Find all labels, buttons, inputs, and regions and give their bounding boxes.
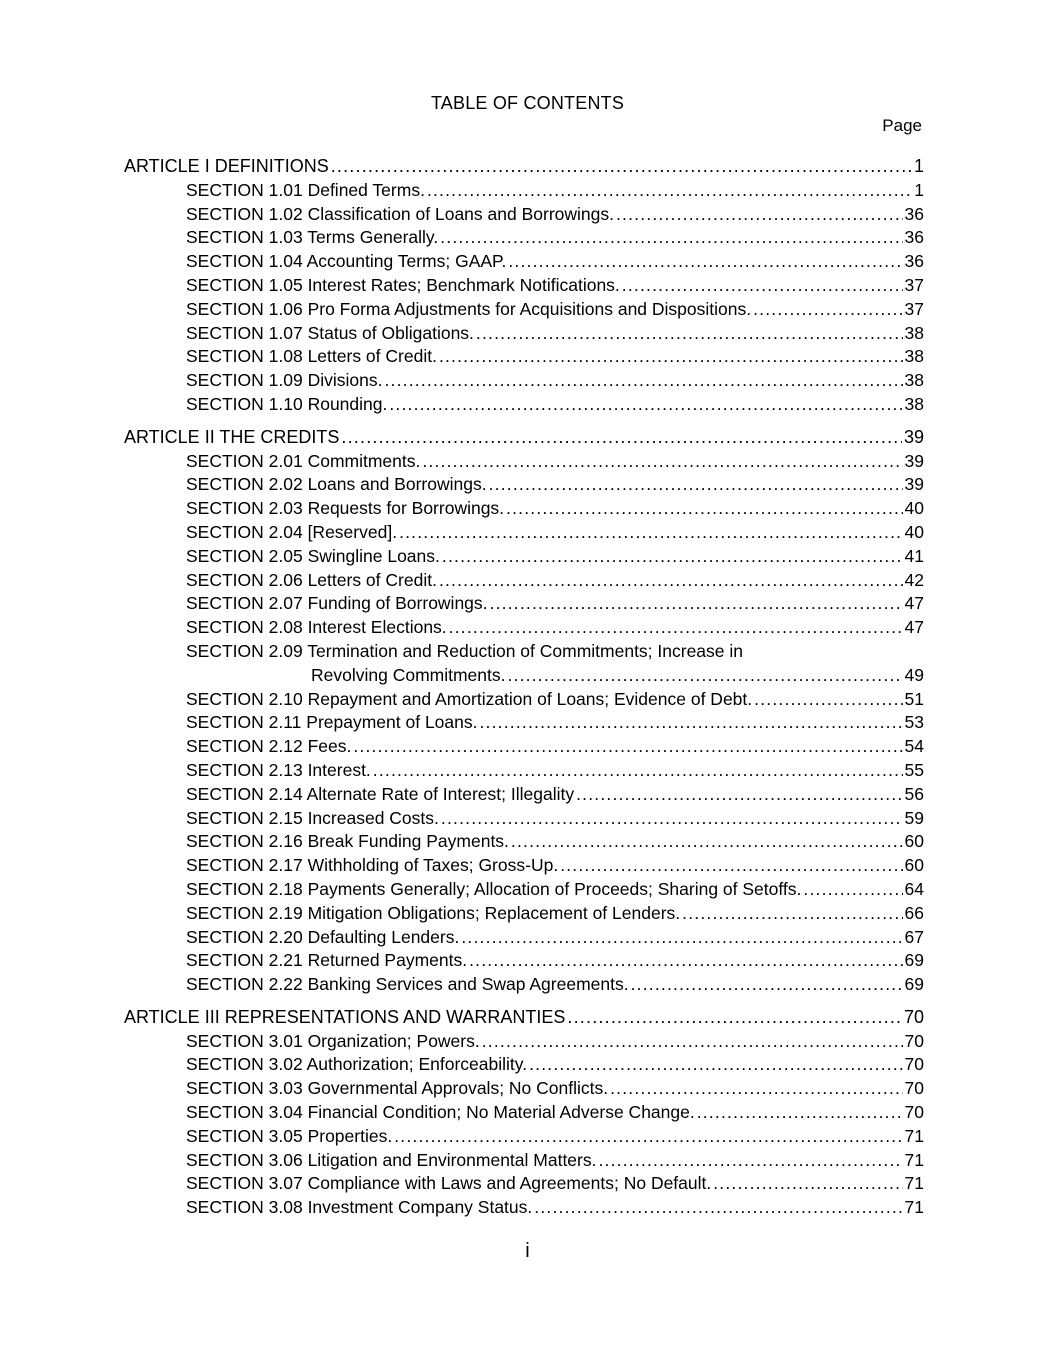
toc-section-entry-first-line[interactable] [186,640,924,664]
section-title-continuation: Revolving Commitments. [311,664,506,685]
section-title: SECTION 1.02 Classification of Loans and Borrowings. [186,203,614,224]
section-page-number: 70 [904,1078,924,1099]
toc-section-entry[interactable] [186,830,924,854]
section-page-number: 1 [914,179,924,200]
section-title: SECTION 3.05 Properties. [186,1125,393,1146]
toc-section-entry[interactable] [186,1125,924,1149]
toc-section-entry[interactable] [186,759,924,783]
toc-section-entry[interactable] [186,545,924,569]
dot-leader [449,616,903,640]
section-title: SECTION 1.08 Letters of Credit. [186,346,437,367]
toc-section-entry[interactable] [186,226,924,250]
toc-section-entry[interactable] [186,369,924,393]
dot-leader [529,1053,902,1077]
section-page-number: 38 [904,346,924,367]
dot-leader [439,345,903,369]
toc-article-entry[interactable] [124,426,924,450]
dot-leader [803,878,902,902]
section-title: SECTION 3.01 Organization; Powers. [186,1030,480,1051]
dot-leader [479,711,902,735]
dot-leader [331,155,912,179]
article-title: ARTICLE III REPRESENTATIONS AND WARRANTIES [124,1006,566,1027]
article-block [124,426,924,997]
dot-leader [490,592,903,616]
section-page-number: 41 [904,545,924,566]
toc-section-entry[interactable] [186,973,924,997]
table-of-contents [124,155,924,1220]
toc-section-entry[interactable] [186,807,924,831]
section-title: SECTION 2.17 Withholding of Taxes; Gross-Up. [186,855,559,876]
section-title: SECTION 2.05 Swingline Loans. [186,545,440,566]
section-page-number: 39 [904,450,924,471]
toc-section-entry[interactable] [186,569,924,593]
section-title: SECTION 1.06 Pro Forma Adjustments for Acquisitions and Dispositions. [186,298,752,319]
section-title: SECTION 1.05 Interest Rates; Benchmark Notifications. [186,274,620,295]
section-title: SECTION 1.01 Defined Terms. [186,179,425,200]
section-page-number: 64 [904,878,924,899]
section-page-number: 69 [904,974,924,995]
dot-leader [697,1101,903,1125]
toc-section-entry[interactable] [186,1030,924,1054]
toc-section-entry[interactable] [186,203,924,227]
section-page-number: 70 [904,1030,924,1051]
section-title: SECTION 1.07 Status of Obligations. [186,322,474,343]
toc-article-entry[interactable] [124,1006,924,1030]
section-page-number: 67 [904,926,924,947]
toc-section-entry[interactable] [186,926,924,950]
article-page-number: 1 [913,156,924,176]
page-column-label: Page [882,116,922,135]
section-page-number: 56 [904,783,924,804]
section-title: SECTION 3.03 Governmental Approvals; No Conflicts. [186,1078,609,1099]
dot-leader [508,250,902,274]
dot-leader [622,274,903,298]
section-page-number: 70 [904,1054,924,1075]
dot-leader [476,322,903,346]
section-title: SECTION 2.21 Returned Payments. [186,950,468,971]
dot-leader [373,759,903,783]
section-page-number: 42 [904,569,924,590]
dot-leader [427,179,912,203]
section-page-number: 71 [904,1125,924,1146]
section-page-number: 36 [904,203,924,224]
dot-leader [682,902,902,926]
section-page-number: 71 [904,1197,924,1218]
section-page-number: 55 [904,759,924,780]
section-title: SECTION 2.01 Commitments. [186,450,421,471]
toc-section-entry[interactable] [186,322,924,346]
dot-leader [754,688,902,712]
section-title: SECTION 2.12 Fees. [186,736,352,757]
section-page-number: 40 [904,498,924,519]
section-title: SECTION 2.07 Funding of Borrowings. [186,593,488,614]
toc-section-entry[interactable] [186,274,924,298]
section-page-number: 60 [904,855,924,876]
section-title: SECTION 2.06 Letters of Credit. [186,569,437,590]
section-page-number: 69 [904,950,924,971]
section-title: SECTION 1.10 Rounding. [186,393,388,414]
section-title: SECTION 2.22 Banking Services and Swap Agreements. [186,974,629,995]
dot-leader [399,521,902,545]
section-page-number: 70 [904,1102,924,1123]
toc-section-entry[interactable] [186,1101,924,1125]
toc-section-entry[interactable] [186,298,924,322]
section-title: SECTION 2.19 Mitigation Obligations; Replacement of Lenders. [186,902,681,923]
toc-section-entry[interactable] [186,250,924,274]
dot-leader [713,1172,902,1196]
section-page-number: 38 [904,322,924,343]
section-page-number: 71 [904,1149,924,1170]
dot-leader [598,1149,902,1173]
section-page-number: 47 [904,593,924,614]
section-page-number: 54 [904,736,924,757]
section-title: SECTION 2.14 Alternate Rate of Interest; Illegality [186,783,575,804]
article-block [124,1006,924,1220]
section-page-number: 60 [904,831,924,852]
dot-leader [616,203,903,227]
section-title: SECTION 2.09 Termination and Reduction of Commitments; Increase in [186,640,744,661]
section-page-number: 36 [904,227,924,248]
dot-leader [567,1006,902,1030]
toc-section-entry[interactable] [186,1196,924,1220]
toc-section-entry[interactable] [311,664,924,688]
dot-leader [389,393,902,417]
dot-leader [341,426,902,450]
toc-section-entry[interactable] [186,592,924,616]
toc-section-entry[interactable] [186,902,924,926]
section-title: SECTION 1.09 Divisions. [186,370,383,391]
section-title: SECTION 2.20 Defaulting Lenders. [186,926,460,947]
section-title: SECTION 2.13 Interest. [186,759,371,780]
article-block [124,155,924,417]
dot-leader [353,735,902,759]
section-page-number: 37 [904,298,924,319]
toc-section-entry[interactable] [186,711,924,735]
dot-leader [610,1077,902,1101]
dot-leader [631,973,903,997]
section-page-number: 40 [904,521,924,542]
article-page-number: 39 [903,426,924,447]
section-page-number: 36 [904,251,924,272]
dot-leader [461,926,902,950]
dot-leader [441,807,903,831]
toc-section-entry[interactable] [186,473,924,497]
dot-leader [440,226,902,250]
section-title: SECTION 2.04 [Reserved]. [186,521,398,542]
dot-leader [439,569,903,593]
section-title: SECTION 3.07 Compliance with Laws and Agreements; No Default. [186,1173,712,1194]
dot-leader [469,949,902,973]
dot-leader [508,664,903,688]
toc-section-entry[interactable] [186,878,924,902]
section-title: SECTION 3.02 Authorization; Enforceability. [186,1054,528,1075]
toc-section-entry[interactable] [186,1053,924,1077]
dot-leader [511,830,903,854]
article-page-number: 70 [903,1006,924,1027]
section-page-number: 38 [904,393,924,414]
section-page-number: 59 [904,807,924,828]
section-title: SECTION 2.02 Loans and Borrowings. [186,474,487,495]
section-page-number: 53 [904,712,924,733]
toc-section-entry[interactable] [186,179,924,203]
section-title: SECTION 3.08 Investment Company Status. [186,1197,533,1218]
dot-leader [560,854,902,878]
section-page-number: 38 [904,370,924,391]
dot-leader [753,298,902,322]
section-title: SECTION 1.04 Accounting Terms; GAAP. [186,251,507,272]
dot-leader [534,1196,902,1220]
section-page-number: 51 [904,688,924,709]
dot-leader [576,783,902,807]
toc-section-entry[interactable] [186,521,924,545]
toc-section-entry[interactable] [186,450,924,474]
dot-leader [442,545,903,569]
toc-section-entry[interactable] [186,616,924,640]
section-page-number: 37 [904,274,924,295]
toc-section-entry[interactable] [186,949,924,973]
toc-section-entry[interactable] [186,1149,924,1173]
section-page-number: 39 [904,474,924,495]
toc-article-entry[interactable] [124,155,924,179]
dot-leader [482,1030,903,1054]
section-page-number: 66 [904,902,924,923]
section-title: SECTION 2.18 Payments Generally; Allocation of Proceeds; Sharing of Setoffs. [186,878,802,899]
dot-leader [506,497,902,521]
section-title: SECTION 2.15 Increased Costs. [186,807,439,828]
toc-section-entry[interactable] [186,783,924,807]
article-title: ARTICLE II THE CREDITS [124,426,340,447]
toc-section-entry[interactable] [186,688,924,712]
page-number-footer: i [525,1240,530,1262]
toc-section-entry[interactable] [186,497,924,521]
toc-section-entry[interactable] [186,1077,924,1101]
section-page-number: 49 [904,664,924,685]
section-page-number: 47 [904,617,924,638]
section-page-number: 71 [904,1173,924,1194]
article-title: ARTICLE I DEFINITIONS [124,156,329,176]
page-title: TABLE OF CONTENTS [430,93,625,113]
section-title: SECTION 2.11 Prepayment of Loans. [186,712,478,733]
dot-leader [394,1125,902,1149]
toc-section-entry[interactable] [186,345,924,369]
toc-section-entry[interactable] [186,735,924,759]
section-title: SECTION 2.16 Break Funding Payments. [186,831,509,852]
section-title: SECTION 3.06 Litigation and Environmental Matters. [186,1149,597,1170]
section-title: SECTION 2.10 Repayment and Amortization of Loans; Evidence of Debt. [186,688,753,709]
dot-leader [489,473,903,497]
section-title: SECTION 1.03 Terms Generally. [186,227,439,248]
toc-section-entry[interactable] [186,1172,924,1196]
section-title: SECTION 2.03 Requests for Borrowings. [186,498,505,519]
dot-leader [422,450,902,474]
toc-section-entry[interactable] [186,393,924,417]
toc-section-entry[interactable] [186,854,924,878]
section-title: SECTION 2.08 Interest Elections. [186,617,447,638]
dot-leader [384,369,902,393]
section-title: SECTION 3.04 Financial Condition; No Material Adverse Change. [186,1102,695,1123]
